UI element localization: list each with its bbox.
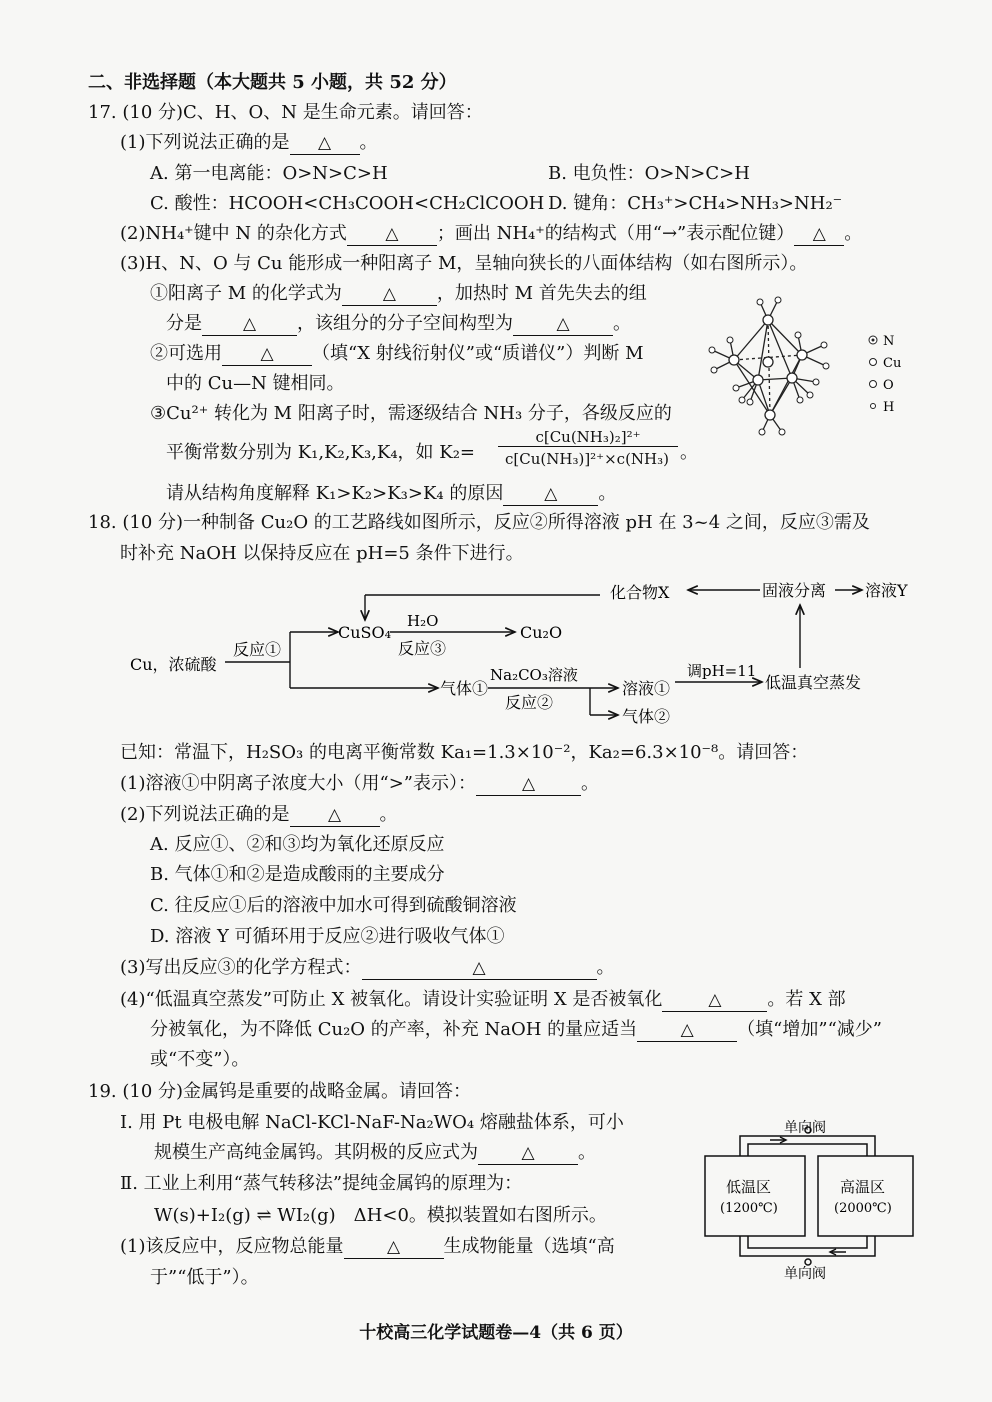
q18-option-d: D. 溶液 Y 可循环用于反应②进行吸收气体① [150, 926, 505, 947]
legend-h: H [883, 400, 895, 415]
low-temp-zone-label: 低温区 [726, 1178, 772, 1196]
flow-gas1: 气体① [440, 679, 489, 698]
flow-compound-x: 化合物X [610, 583, 670, 602]
q18-option-b: B. 气体①和②是造成酸雨的主要成分 [150, 864, 445, 885]
high-temp-zone-label: 高温区 [840, 1178, 886, 1196]
q17-sub2-line2: 中的 Cu—N 键相同。 [166, 373, 345, 394]
q18-option-c: C. 往反应①后的溶液中加水可得到硫酸铜溶液 [150, 895, 517, 916]
flow-cu2o: Cu₂O [520, 623, 563, 642]
q17-option-b: B. 电负性：O>N>C>H [548, 163, 750, 184]
q17-sub2-line1: ②可选用 △ （填“X 射线衍射仪”或“质谱仪”）判断 M [150, 343, 644, 364]
high-temp-value: (2000℃) [834, 1201, 892, 1216]
legend-n: N [883, 334, 895, 349]
q17-part2: (2)NH₄⁺键中 N 的杂化方式 △ ；画出 NH₄⁺的结构式（用“→”表示配位键） △ 。 [120, 223, 863, 244]
q17-sub1-line1: ①阳离子 M 的化学式为 △ ，加热时 M 首先失去的组 [150, 283, 647, 304]
q19-ii-equation: W(s)+I₂(g) ⇌ WI₂(g) ΔH<0。模拟装置如右图所示。 [154, 1205, 607, 1226]
q19-i-line2: 规模生产高纯金属钨。其阴极的反应式为 △ 。 [154, 1142, 596, 1163]
fraction-period: 。 [680, 442, 698, 463]
flow-separation: 固液分离 [762, 581, 827, 600]
valve-bottom-label: 单向阀 [784, 1266, 826, 1282]
flow-evaporation: 低温真空蒸发 [765, 673, 862, 692]
q17-option-a: A. 第一电离能：O>N>C>H [150, 163, 388, 184]
q18-part3: (3)写出反应③的化学方程式： △ 。 [120, 957, 615, 978]
low-temp-value: (1200℃) [720, 1201, 778, 1216]
flow-na2co3: Na₂CO₃溶液 [490, 666, 578, 684]
flow-start: Cu，浓硫酸 [130, 655, 217, 674]
flow-adjust-ph: 调pH=11 [687, 662, 757, 680]
flow-h2o: H₂O [407, 612, 439, 630]
q17-sub3-line2: 平衡常数分别为 K₁,K₂,K₃,K₄，如 K₂= [166, 442, 476, 463]
q18-stem-line1: 18. (10 分)一种制备 Cu₂O 的工艺路线如图所示，反应②所得溶液 pH 在 3~4 之间，反应③需及 [88, 512, 870, 533]
flow-solution1: 溶液① [622, 679, 671, 698]
q19-part1-line1: (1)该反应中，反应物总能量 △ 生成物能量（选填“高 [120, 1236, 615, 1257]
q17-sub3-line1: ③Cu²⁺ 转化为 M 阳离子时，需逐级结合 NH₃ 分子，各级反应的 [150, 403, 672, 424]
equilibrium-fraction-numerator: c[Cu(NH₃)₂]²⁺ [498, 428, 678, 447]
structure-legend [866, 330, 916, 415]
q17-option-c: C. 酸性：HCOOH<CH₃COOH<CH₂ClCOOH [150, 193, 545, 214]
q17-sub3-line3: 请从结构角度解释 K₁>K₂>K₃>K₄ 的原因 △ 。 [166, 483, 617, 504]
q18-part1: (1)溶液①中阴离子浓度大小（用“>”表示）： △ 。 [120, 773, 599, 794]
q19-stem: 19. (10 分)金属钨是重要的战略金属。请回答： [88, 1081, 472, 1102]
q19-ii-line1: Ⅱ. 工业上利用“蒸气转移法”提纯金属钨的原理为： [120, 1173, 523, 1194]
q18-known: 已知：常温下，H₂SO₃ 的电离平衡常数 Ka₁=1.3×10⁻²，Ka₂=6.3×10⁻⁸。请回答： [120, 742, 809, 763]
q18-part2: (2)下列说法正确的是 △ 。 [120, 804, 398, 825]
q18-part4-line3: 或“不变”）。 [150, 1049, 250, 1070]
q18-stem-line2: 时补充 NaOH 以保持反应在 pH=5 条件下进行。 [120, 543, 524, 564]
section-title: 二、非选择题（本大题共 5 小题，共 52 分） [88, 72, 457, 93]
vapor-transfer-device [700, 1116, 920, 1286]
q17-part1: (1)下列说法正确的是 △ 。 [120, 132, 378, 153]
flow-cuso4: CuSO₄ [338, 623, 392, 642]
equilibrium-fraction-denominator: c[Cu(NH₃)]²⁺×c(NH₃) [505, 450, 669, 468]
process-flow-chart [120, 570, 920, 730]
q17-sub1-line2: 分是 △ ，该组分的分子空间构型为 △ 。 [166, 313, 631, 334]
flow-reaction2: 反应② [505, 693, 554, 712]
flow-gas2: 气体② [622, 707, 671, 726]
q18-part4-line1: (4)“低温真空蒸发”可防止 X 被氧化。请设计实验证明 X 是否被氧化 △ 。若 X 部 [120, 989, 846, 1010]
octahedron-structure-figure [700, 290, 850, 445]
flow-reaction3: 反应③ [398, 639, 447, 658]
q19-part1-line2: 于”“低于”）。 [150, 1267, 259, 1288]
page-footer: 十校高三化学试题卷—4（共 6 页） [359, 1323, 633, 1343]
q17-option-d: D. 键角：CH₃⁺>CH₄>NH₃>NH₂⁻ [548, 193, 843, 214]
valve-top-label: 单向阀 [784, 1120, 826, 1136]
q19-i-line1: Ⅰ. 用 Pt 电极电解 NaCl-KCl-NaF-Na₂WO₄ 熔融盐体系，可小 [120, 1112, 624, 1133]
q18-option-a: A. 反应①、②和③均为氧化还原反应 [150, 834, 445, 855]
legend-o: O [883, 378, 894, 393]
q18-part4-line2: 分被氧化，为不降低 Cu₂O 的产率，补充 NaOH 的量应适当 △ （填“增加”“减少” [150, 1019, 882, 1040]
legend-cu: Cu [883, 356, 902, 371]
flow-reaction1: 反应① [233, 640, 282, 659]
q17-stem: 17. (10 分)C、H、O、N 是生命元素。请回答： [88, 102, 483, 123]
q17-part3: (3)H、N、O 与 Cu 能形成一种阳离子 M，呈轴向狭长的八面体结构（如右图所示）。 [120, 253, 808, 274]
flow-solution-y: 溶液Y [865, 581, 908, 600]
